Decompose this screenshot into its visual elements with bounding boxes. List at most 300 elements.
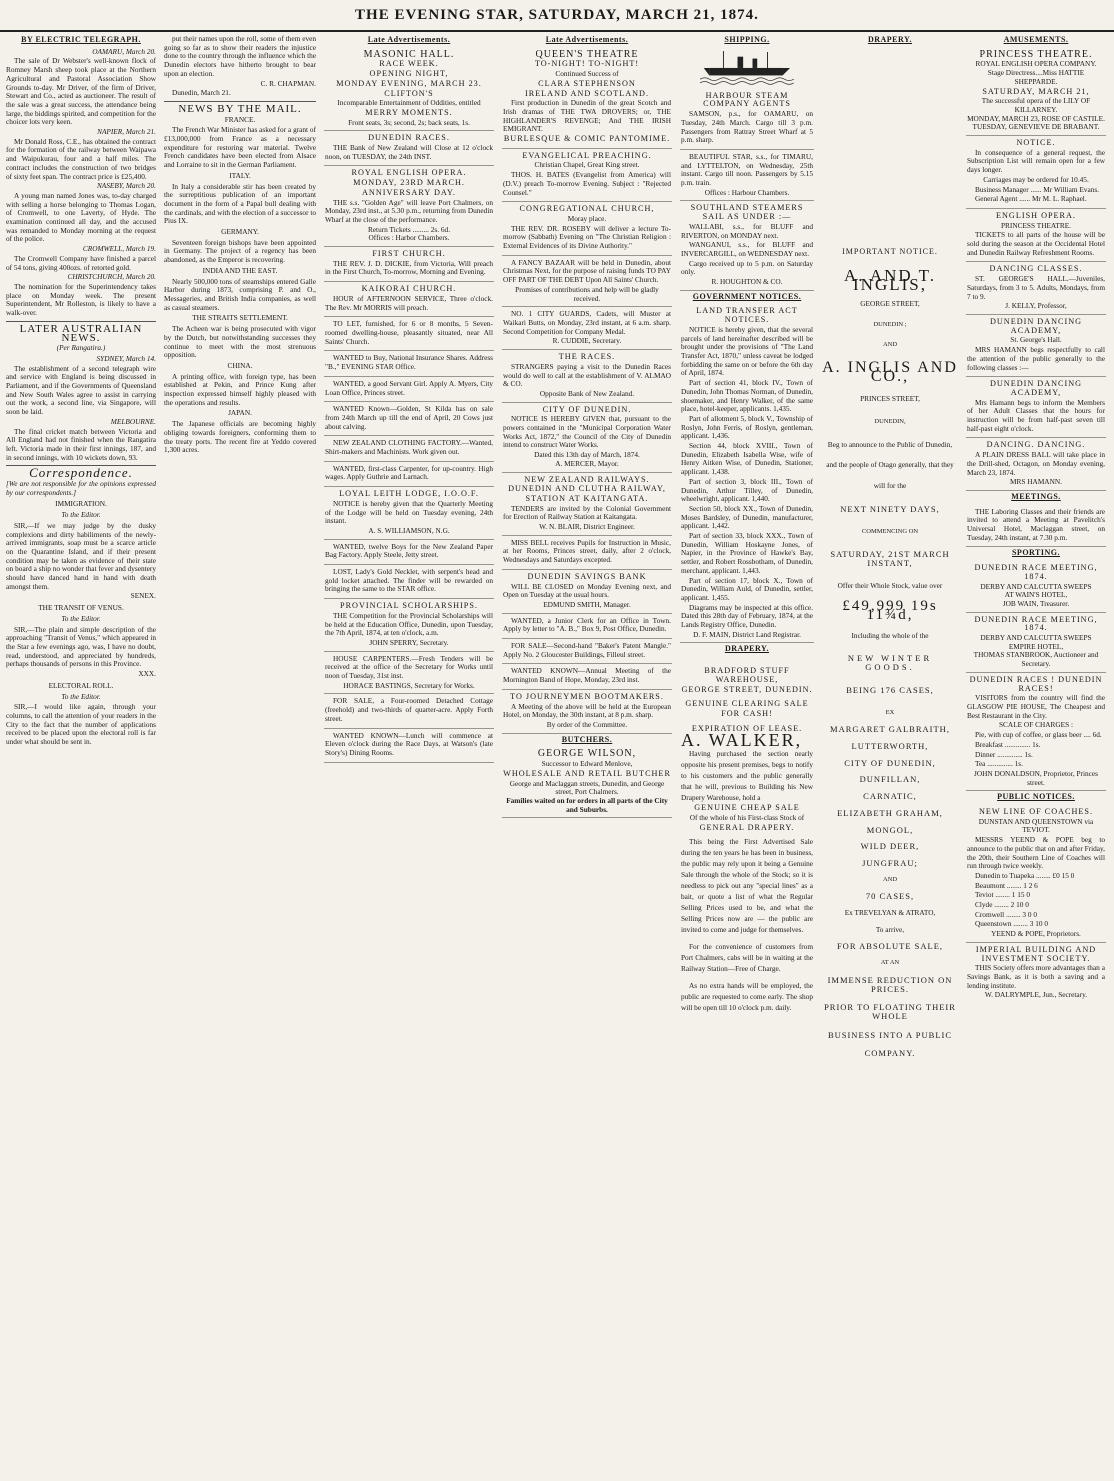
column-3 xyxy=(324,34,494,1474)
ad-body: For the convenience of customers from Port Chalmers, cabs will be in waiting at the Railway Station—Free of Charge. xyxy=(681,942,813,974)
ad-signature: A. MERCER, Mayor. xyxy=(555,458,619,468)
ad-body: WILL BE CLOSED on Monday Evening next, and Open on Tuesday at the usual hours. xyxy=(503,581,671,600)
ad-royal-english-opera xyxy=(324,166,494,247)
ad-body: TO LET, furnished, for 6 or 8 months, 5 Seven-roomed dwelling-house, pleasantly situated, near All Saints' Church. xyxy=(325,319,493,346)
ad-title: DUNEDIN RACES. xyxy=(368,133,450,143)
ad-princess-theatre xyxy=(966,48,1106,136)
ad-line: Cargo received up to 5 p.m. on Saturday only. xyxy=(681,258,813,277)
article-paragraph: The establishment of a second telegraph wire and service with England is being discussed in Parliament, and if the Governments of Queensland and New South Wales agree to assist in carrying out the work, a second line, via Singapore, will soon be laid. xyxy=(6,363,156,417)
column-7 xyxy=(966,34,1106,1474)
ad-city-guards xyxy=(502,307,672,350)
ad-line: Christian Chapel, Great King street. xyxy=(534,160,640,170)
ad-wanted-known-lunch xyxy=(324,729,494,763)
ad-line: and the people of Otago generally, that they xyxy=(826,460,954,470)
ad-line: WILD DEER, xyxy=(860,841,920,852)
ad-body: STRANGERS paying a visit to the Dunedin Races would do well to call at the establishment of V. ALMAO & CO. xyxy=(503,361,671,389)
section-heading: BY ELECTRIC TELEGRAPH. xyxy=(21,35,141,44)
ad-line: OPENING NIGHT, xyxy=(369,69,449,79)
fare-row: Queenstown ........ 3 10 0 xyxy=(975,919,1048,929)
ad-line: AT AN xyxy=(880,959,900,967)
ad-line: Front seats, 3s; second, 2s; back seats, 1s. xyxy=(348,117,470,127)
ad-signature: YEEND & POPE, Proprietors. xyxy=(991,929,1081,939)
ad-big-name: A. AND T. INGLIS, xyxy=(844,266,936,295)
ad-title: DANCING. DANCING. xyxy=(986,440,1086,450)
section-heading-public-notices: PUBLIC NOTICES. xyxy=(997,792,1075,802)
ad-title: NEW ZEALAND RAILWAYS. xyxy=(524,474,650,484)
ad-dancing-academy-1 xyxy=(966,315,1106,377)
ad-line: MONDAY, 23RD MARCH. xyxy=(353,178,465,188)
ad-signature: A. S. WILLIAMSON, N.G. xyxy=(368,525,450,535)
ad-line: NEW WINTER GOODS. xyxy=(847,653,933,673)
ad-line: EMPIRE HOTEL, xyxy=(1008,641,1064,651)
dateline: NASEBY, March 20. xyxy=(96,181,156,191)
ad-body: WANTED KNOWN—Annual Meeting of the Mornington Band of Hope, Monday, 23rd inst. xyxy=(503,666,671,685)
ad-line: Stage Directress....Miss HATTIE SHEPPARDE. xyxy=(987,68,1085,86)
ad-carpenter xyxy=(324,462,494,487)
ad-wanted-known-cows xyxy=(324,402,494,436)
ad-title: DUNEDIN DANCING ACADEMY, xyxy=(989,379,1083,397)
ad-signature: THOMAS STANBROOK, Auctioneer and Secretary. xyxy=(973,650,1099,669)
ad-body: NEW ZEALAND CLOTHING FACTORY.—Wanted, Shirt-makers and Machinists. Work given out. xyxy=(325,438,493,457)
ad-line: MONGOL, xyxy=(866,824,914,835)
ad-line: DUNEDIN AND CLUTHA RAILWAY, xyxy=(508,484,666,494)
ad-signature: R. CUDDIE, Secretary. xyxy=(552,336,622,346)
ad-line: PRINCESS THEATRE. xyxy=(1000,220,1071,230)
ad-body: VISITORS from the country will find the GLASGOW PIE HOUSE, The Cheapest and Best Restaurant in the City. xyxy=(967,693,1105,720)
ad-dancing-academy-2 xyxy=(966,377,1106,438)
ad-body: A FANCY BAZAAR will be held in Dunedin, about Christmas Next, for the purpose of raising funds TO PAY OFF PART OF THE DEBT Upon All Saints' Church. xyxy=(503,257,671,285)
ad-the-races xyxy=(502,350,672,403)
ad-body: THE s.s. "Golden Age" will leave Port Chalmers, on Monday, 23rd inst., at 5.30 p.m., returning from Dunedin Wharf at the close of the performance. xyxy=(325,197,493,224)
ad-line: George and Maclaggan streets, Dunedin, and George street, Port Chalmers. xyxy=(509,778,665,797)
article-paragraph: Seventeen foreign bishops have been appointed in Germany. The project of a regency has been abandoned, as the Emperor is recovering. xyxy=(164,237,316,265)
ad-band-of-hope xyxy=(502,664,672,689)
ad-title: DUNEDIN SAVINGS BANK xyxy=(527,571,647,581)
ad-line: COMMENCING ON xyxy=(861,527,919,535)
ad-signature: HORACE BASTINGS, Secretary for Works. xyxy=(343,680,475,690)
article-paragraph: Mr Donald Ross, C.E., has obtained the contract for the formation of the railway between Waipawa and Waipukurau, four and a half miles. The contract includes the construction of two bridges of sixty feet span. The contract price is £25,400. xyxy=(6,136,156,181)
dateline: CHRISTCHURCH, March 20. xyxy=(67,272,156,282)
ad-line: BUSINESS INTO A PUBLIC xyxy=(827,1029,953,1040)
ad-title: DUNEDIN RACE MEETING, 1874. xyxy=(974,563,1098,581)
ad-title: DUNEDIN RACES ! DUNEDIN RACES! xyxy=(969,674,1103,693)
ad-paper-bag-factory xyxy=(324,540,494,565)
ad-queens-theatre xyxy=(502,48,672,149)
ad-body: FOR SALE, a Four-roomed Detached Cottage (freehold) and two-thirds of quarter-acre. Apply Forth street. xyxy=(325,696,493,723)
newspaper-page xyxy=(6,34,1108,1474)
ad-line: MONDAY, MARCH 23, ROSE OF CASTILE. xyxy=(967,113,1105,123)
ad-signature: EDMUND SMITH, Manager. xyxy=(543,599,631,609)
ad-body: WANTED Known—Golden, St Kilda has on sale from 24th March up till the end of April, 20 Cows just about calving. xyxy=(325,404,493,431)
ad-fancy-bazaar xyxy=(502,256,672,308)
signature: XXX. xyxy=(138,669,156,679)
ad-body: TICKETS to all parts of the house will be sold during the season at the Occidental Hotel and Dunedin Railway Refreshment Rooms. xyxy=(967,230,1105,257)
section-heading-butchers: BUTCHERS. xyxy=(561,734,613,744)
section-heading: LATER AUSTRALIAN NEWS. xyxy=(19,322,143,344)
ad-line: Offices : Harbour Chambers. xyxy=(704,187,790,197)
ad-body: WANTED, twelve Boys for the New Zealand Paper Bag Factory. Apply Steele, Jetty street. xyxy=(325,541,493,560)
letter-heading: THE TRANSIT OF VENUS. xyxy=(38,603,124,613)
ad-evangelical-preaching xyxy=(502,149,672,203)
ad-title: KAIKORAI CHURCH. xyxy=(361,284,457,294)
article-paragraph: The French War Minister has asked for a grant of £13,000,000 from France as a necessary expenditure for restoring war material. Twelve French candidates have been elected from Alsace and Lorraine to sit in the German Parliament. xyxy=(164,125,316,170)
ad-notice-subscription xyxy=(966,136,1106,209)
ad-line: IMMENSE REDUCTION ON PRICES. xyxy=(827,974,953,994)
ad-line: PRINCES STREET, xyxy=(860,394,920,404)
ad-line: FOR CASH! xyxy=(721,709,773,718)
ad-title: DANCING CLASSES. xyxy=(989,264,1083,274)
ad-race-meeting-2 xyxy=(966,613,1106,673)
ad-signature: R. HOUGHTON & CO. xyxy=(711,277,783,287)
letter-paragraph: SIR,—If we may judge by the dusky complexions and dirty habiliments of the newly-arrived immigrants, soap must be a scarce article on the Quarantine Island, and if their present condition may be taken as evidence of their state on board a ship no wonder that fever and dysentery should have danced hand in hand with death amongst them. xyxy=(6,520,156,591)
ad-line: Offices : Harbor Chambers. xyxy=(368,233,450,243)
ad-line: GENERAL DRAPERY. xyxy=(699,822,795,832)
ad-line: will for the xyxy=(873,481,907,491)
ad-line: Part of section 33, block XXX., Town of Dunedin, William Hoskayne Jones, of Napier, in the Province of Hawke's Bay, settler, and Robert Rossbotham, of Dunedin, merchant, applicant. 1,443. xyxy=(681,531,813,575)
fare-row: Dunedin to Tuapeka ........ £0 15 0 xyxy=(975,870,1075,880)
ad-body: THIS Society offers more advantages than a Savings Bank, as it is both a saving and a lending institute. xyxy=(967,963,1105,990)
ad-body: As no extra hands will be employed, the public are requested to come early. The shop will be open till 10 o'clock p.m. daily. xyxy=(681,981,813,1013)
ad-miss-bell xyxy=(502,536,672,570)
masthead xyxy=(0,0,1114,32)
ad-laboring-classes xyxy=(966,505,1106,548)
ad-signature: Opposite Bank of New Zealand. xyxy=(539,388,635,398)
ad-line: ROYAL ENGLISH OPERA COMPANY. xyxy=(975,59,1097,69)
subheading-italy: ITALY. xyxy=(229,170,251,180)
ad-line: AND xyxy=(882,875,898,883)
ad-kaikorai-church xyxy=(324,282,494,317)
ad-title: IMPERIAL BUILDING AND INVESTMENT SOCIETY. xyxy=(975,944,1097,963)
ad-line: MONDAY EVENING, MARCH 23. xyxy=(336,78,482,88)
ad-signature: By order of the Committee. xyxy=(546,720,628,729)
ad-clothing-factory xyxy=(324,436,494,461)
ad-title: MASONIC HALL. xyxy=(363,48,455,60)
ad-line: St. George's Hall. xyxy=(1010,335,1062,345)
editorial-note: [We are not responsible for the opinions expressed by our correspondents.] xyxy=(6,479,156,497)
ad-body: THE REV. DR. ROSEBY will deliver a lecture To-morrow (Sabbath) Evening on "The Christian Religion : External Evidences of its Divine Authority." xyxy=(503,223,671,251)
ad-line: SATURDAY, 21ST MARCH INSTANT, xyxy=(830,549,950,568)
ad-loyal-leith-lodge xyxy=(324,487,494,540)
letter-heading: IMMIGRATION. xyxy=(55,499,107,509)
ad-body: A PLAIN DRESS BALL will take place in the Drill-shed, Octagon, on Monday evening, March 23, 1874. xyxy=(967,450,1105,477)
ad-george-wilson xyxy=(502,747,672,818)
dateline: SYDNEY, March 14. xyxy=(96,353,156,363)
ad-imperial-building-society xyxy=(966,943,1106,1003)
ad-line: STATION AT KAITANGATA. xyxy=(525,493,649,503)
ad-big-name: A. INGLIS AND CO., xyxy=(822,358,958,385)
signature: SENEX. xyxy=(130,591,156,601)
ad-line: JUNGFRAU; xyxy=(862,857,918,868)
ad-body: THE REV. J. D. DICKIE, from Victoria, Will preach in the First Church, To-morrow, Morning and Evening. xyxy=(325,258,493,277)
ad-house-carpenters xyxy=(324,652,494,695)
section-heading: NEWS BY THE MAIL. xyxy=(178,102,302,115)
ad-signature: D. F. MAIN, District Land Registrar. xyxy=(693,629,801,639)
subheading-straits: THE STRAITS SETTLEMENT. xyxy=(192,313,288,323)
ad-line: IRELAND AND SCOTLAND. xyxy=(524,88,650,98)
ad-body: A Meeting of the above will be held at the European Hotel, on Monday, the 30th instant, at 8 p.m. sharp. xyxy=(503,701,671,720)
ad-line: To arrive, xyxy=(875,924,905,934)
ad-body: In consequence of a general request, the Subscription List will remain open for a few days longer. xyxy=(967,147,1105,175)
dateline: NAPIER, March 21. xyxy=(97,127,156,137)
section-heading: AMUSEMENTS. xyxy=(1003,35,1069,44)
ad-body: WANTED to Buy, National Insurance Shares. Address "B.," EVENING STAR Office. xyxy=(325,353,493,372)
ad-line: Ex TREVELYAN & ATRATO, xyxy=(844,908,936,918)
ad-for-sale-cottage xyxy=(324,694,494,728)
ad-line: Beg to announce to the Public of Dunedin, xyxy=(827,439,953,449)
article-paragraph: In Italy a considerable stir has been created by the surreptitious publication of an important document in the form of a Papal bull dealing with the cardinals, and with the election of a successor to Pius IX. xyxy=(164,181,316,226)
fare-row: Cromwell ........ 3 0 0 xyxy=(975,909,1038,919)
subheading: (Per Rangatira.) xyxy=(56,343,106,353)
ad-signature: JOHN DONALDSON, Proprietor, Princes street. xyxy=(974,768,1098,787)
ad-line: DUNSTAN AND QUEENSTOWN via TEVIOT. xyxy=(978,816,1094,835)
ad-line: EXPIRATION OF LEASE. xyxy=(691,723,803,733)
article-paragraph: The sale of Dr Webster's well-known flock of Romney Marsh sheep took place at the Northern Agricultural and Pastoral Association Show Grounds to-day. Mr Driver, of the firm of Driver, Stewart and Co., acted as auctioneer. The result of the sale was a great success, the attendance being large, the biddings spirited, and competition for the choicer lots very keen. xyxy=(6,56,156,127)
section-heading: Late Advertisements. xyxy=(545,35,629,44)
ad-body: NOTICE is hereby given, that the several parcels of land hereinafter described will be brought under the provisions of "The Land Transfer Act, 1870," unless caveat be lodged forbidding the same on or before the 6th day of April, 1874. xyxy=(681,324,813,378)
ad-line: Section 44, block XVIII., Town of Dunedin, Elizabeth Isabella Wise, wife of Henry Aitken Wise, of Dunedin, Stationer, applicant. 1,438. xyxy=(681,441,813,477)
ad-savings-bank xyxy=(502,570,672,614)
ad-title: NOTICE. xyxy=(1016,138,1056,148)
ad-lost-necklet xyxy=(324,565,494,599)
ad-line: Promises of contributions and help will be gladly received. xyxy=(515,284,659,303)
signature: C. R. CHAPMAN. xyxy=(260,78,316,88)
ad-coaches xyxy=(966,805,1106,943)
ad-line: BEING 176 CASES, xyxy=(846,684,934,695)
ad-title: EVANGELICAL PREACHING. xyxy=(522,150,652,160)
ad-line: WALLABI, s.s., for BLUFF and RIVERTON, on MONDAY next. xyxy=(681,221,813,240)
subheading-japan: JAPAN. xyxy=(228,408,252,418)
ad-title: LOYAL LEITH LODGE, I.O.O.F. xyxy=(339,489,479,499)
ad-body: NO. 1 CITY GUARDS, Cadets, will Muster at Waikari Butts, on Monday, 23rd instant, at 6 a.m. sharp. Second Competition for Company Medal. xyxy=(503,309,671,336)
ad-line: CITY OF DUNEDIN, xyxy=(844,757,936,768)
ad-line: Part of allotment 5, block V., Township of Roslyn, John Ferris, of Roslyn, gentleman, applicant. 1,436. xyxy=(681,413,813,441)
ad-title: ENGLISH OPERA. xyxy=(996,210,1076,220)
ad-body: ST. GEORGE'S HALL.—Juveniles, Saturdays, from 3 to 5. Adults, Mondays, from 7 to 9. xyxy=(967,274,1105,301)
ad-line: Pie, with cup of coffee, or glass beer .... 6d. xyxy=(975,730,1102,740)
article-paragraph: The nomination for the Superintendency takes place on Monday week. The present Superintendent, Mr Rolleston, is likely to have a walk-over. xyxy=(6,281,156,318)
section-heading-meetings: MEETINGS. xyxy=(1011,491,1061,501)
ad-line: Moray place. xyxy=(567,213,607,223)
letter-heading: ELECTORAL ROLL. xyxy=(48,680,114,690)
ad-body: First production in Dunedin of the great Scotch and Irish dramas of THE TWA DROVERS; or, THE HIGHLANDER'S REVENGE; And THE IRISH EMIGRANT. xyxy=(503,98,671,134)
ad-masonic-hall xyxy=(324,48,494,132)
ad-line: EX xyxy=(885,708,895,716)
ad-line: COMPANY. xyxy=(864,1048,916,1059)
ad-line: Continued Success of xyxy=(555,69,619,79)
ad-body: MRS HAMANN begs respectfully to call the attention of the public generally to the following classes :— xyxy=(967,345,1105,372)
subheading-india: INDIA AND THE EAST. xyxy=(202,265,278,275)
ad-line: Including the whole of the xyxy=(851,630,929,640)
section-heading-sporting: SPORTING. xyxy=(1011,548,1060,558)
dateline: CROMWELL, March 19. xyxy=(82,244,156,254)
ad-body: This being the First Advertised Sale during the ten years he has been in business, the public may rely upon it being a Genuine Sale through the whole of the Stock; so it is needless to pick out any "special lines" as a bait, or quote a list of what the Regular Selling Prices used to be, and what the Selling Prices now are — the public are invited to come and judge for themselves. xyxy=(681,837,813,935)
article-paragraph: put their names upon the roll, some of them even going so far as to show their readers the injustice done to the country through the influence which the Dunedin electors have hitherto brought to bear upon an election. xyxy=(164,34,316,78)
ad-line: Successor to Edward Menlove, xyxy=(541,759,633,769)
column-5 xyxy=(680,34,814,1474)
ad-body: MISS BELL receives Pupils for Instruction in Music, at her Rooms, Princes street, daily, after 2 o'clock, Wednesdays and Saturdays excepted. xyxy=(503,537,671,565)
ad-congregational-church xyxy=(502,202,672,256)
ad-body: Mrs Hamann begs to inform the Members of her Adult Classes that the hours for instruction will be from half-past seven till half-past eight o'clock. xyxy=(967,397,1105,433)
ad-line: Diagrams may be inspected at this office. Dated this 28th day of February, 1874, at the Lands Registry Office, Dunedin. xyxy=(681,602,813,630)
ad-title: NEW LINE OF COACHES. xyxy=(978,807,1093,817)
ad-title: PROVINCIAL SCHOLARSHIPS. xyxy=(340,601,478,611)
ad-body: THE Competition for the Provincial Scholarships will be held at the Education Office, Dunedin, upon Tuesday, the 7th April, 1874, at ten o'clock, a.m. xyxy=(325,610,493,638)
ad-line: MARGARET GALBRAITH, xyxy=(830,724,950,735)
ad-english-opera xyxy=(966,209,1106,263)
ad-line: AT WAIN'S HOTEL, xyxy=(1004,590,1068,600)
ad-bradford-warehouse xyxy=(680,657,814,1017)
column-6 xyxy=(822,34,958,1474)
ad-title: CITY OF DUNEDIN. xyxy=(542,404,632,414)
ad-line: ANNIVERSARY DAY. xyxy=(362,187,456,197)
ad-title: QUEEN'S THEATRE xyxy=(535,48,639,60)
ad-body: MESSRS YEEND & POPE beg to announce to the public that on and after Friday, the 20th, their Southern Line of Coaches will run through twice weekly. xyxy=(967,835,1105,871)
ad-line: DERBY AND CALCUTTA SWEEPS xyxy=(980,581,1092,591)
ad-line: Incomparable Entertainment of Oddities, entitled xyxy=(337,98,481,108)
section-heading: SHIPPING. xyxy=(724,35,770,44)
ad-line: Carriages may be ordered for 10.45. xyxy=(983,174,1089,184)
ad-body: LOST, Lady's Gold Necklet, with serpent's head and gold locket attached. The finder will be rewarded on bringing the same to the STAR office. xyxy=(325,567,493,594)
ad-line: Dinner .............. 1s. xyxy=(975,749,1033,759)
ad-title: SOUTHLAND STEAMERS SAIL AS UNDER :— xyxy=(690,203,804,222)
ad-body: NOTICE IS HEREBY GIVEN that, pursuant to the powers contained in the "Municipal Corporation Water Works Act, 1872," the Council of the City of Dunedin intend to construct Water Works. xyxy=(503,414,671,450)
ad-dancing-ball xyxy=(966,438,1106,491)
dateline: OAMARU, March 20. xyxy=(92,46,156,56)
ad-land-transfer xyxy=(680,304,814,643)
article-paragraph: The Acheen war is being prosecuted with vigor by the Dutch, but notwithstanding successes they continue to meet with the most strenuous opposition. xyxy=(164,324,316,360)
ad-line: ELIZABETH GRAHAM, xyxy=(837,807,943,818)
ad-line: GENUINE CLEARING SALE xyxy=(685,699,809,709)
ad-body: NOTICE is hereby given that the Quarterly Meeting of the Lodge will be held on Tuesday evening, 24th instant. xyxy=(325,498,493,526)
ad-line: The successful opera of the LILY OF KILLARNEY. xyxy=(981,96,1091,114)
ad-junior-clerk xyxy=(502,614,672,639)
fare-row: Teviot ........ 1 15 0 xyxy=(975,890,1031,900)
ad-line: DERBY AND CALCUTTA SWEEPS xyxy=(980,633,1092,643)
ad-line: TO-NIGHT! TO-NIGHT! xyxy=(534,59,640,69)
ad-dancing-classes xyxy=(966,262,1106,315)
section-heading: Correspondence. xyxy=(29,465,133,481)
ad-bootmakers xyxy=(502,690,672,734)
ad-first-church xyxy=(324,247,494,282)
ad-line: WHOLESALE AND RETAIL BUTCHER xyxy=(503,768,671,778)
section-heading: DRAPERY. xyxy=(867,35,913,44)
ad-line: Part of section 17, block X., Town of Dunedin, William Auld, of Dunedin, settler, applicant. 1,455. xyxy=(681,575,813,602)
ad-race-meeting-1 xyxy=(966,561,1106,613)
fare-row: Beaumont ........ 1 2 6 xyxy=(975,880,1038,890)
ad-nz-railways xyxy=(502,473,672,536)
dateline: MELBOURNE. xyxy=(110,416,156,426)
ad-line: Families waited on for orders in all parts of the City and Suburbs. xyxy=(506,795,668,814)
ad-line: Breakfast .............. 1s. xyxy=(975,739,1041,749)
subheading-china: CHINA. xyxy=(227,360,253,370)
article-paragraph: A printing office, with foreign type, has been established at Pekin, and Prince Kung after inspection expressed himself highly pleased with the operations and results. xyxy=(164,371,316,407)
ad-city-of-dunedin xyxy=(502,403,672,473)
ad-wanted-servant xyxy=(324,377,494,402)
ad-line: TUESDAY, GENEVIEVE DE BRABANT. xyxy=(972,122,1100,132)
ad-body: WANTED, first-class Carpenter, for up-country. High wages. Apply Guthrie and Larnach. xyxy=(325,463,493,482)
ad-title: PRINCESS THEATRE. xyxy=(979,48,1093,60)
ad-body: Having purchased the section nearly opposite his present premises, begs to notify to his customers and the public generally that he will, previous to Building his New Drapery Warehouse, hold a xyxy=(681,749,813,803)
place-line: Dunedin, March 21. xyxy=(172,88,231,98)
ad-big-name: £49,999 19s 11¾d, xyxy=(842,598,938,624)
ad-big-name: A. WALKER, xyxy=(681,730,803,751)
ad-body: HOUR of AFTERNOON SERVICE, Three o'clock. The Rev. Mr MORRIS will preach. xyxy=(325,293,493,312)
ad-line: MERRY MOMENTS. xyxy=(365,107,453,117)
ad-dunedin-races xyxy=(324,131,494,166)
ad-line: CARNATIC, xyxy=(863,791,917,802)
ad-body: SAMSON, p.s., for OAMARU, on Tuesday, 24th March. Cargo till 3 p.m. Passengers from Rattray Street Wharf at 5 p.m. sharp. xyxy=(681,109,813,145)
ad-line: DUNEDIN, xyxy=(874,418,906,426)
ad-signature: W. DALRYMPLE, Jun., Secretary. xyxy=(984,990,1088,1000)
fare-row: Clyde ........ 2 10 0 xyxy=(975,900,1029,910)
article-paragraph: A young man named Jones was, to-day charged with selling a horse belonging to Thomas Logan, of Cromwell, to one Laverty, of Hyde. The examination continued all day, and the accused was remanded to Monday morning at the request of the police. xyxy=(6,190,156,244)
masthead-title: THE EVENING STAR, SATURDAY, MARCH 21, 1874. xyxy=(355,7,759,23)
ad-line: BURLESQUE & COMIC PANTOMIME. xyxy=(503,134,671,144)
article-paragraph: The final cricket match between Victoria and All England had not finished when the Rangatira left. Victoria made in their first innings, 187, and in second innings, with 10 wickets down, 93. xyxy=(6,426,156,462)
subheading-france: FRANCE. xyxy=(224,114,256,124)
ad-signature: J. KELLY, Professor, xyxy=(1005,301,1067,311)
article-paragraph: The Japanese officials are becoming highly obliging towards foreigners, conforming them to the treaty ports. The recent fire at Yeddo covered 1,300 acres. xyxy=(164,419,316,455)
ad-body: THE Bank of New Zealand will Close at 12 o'clock noon, on TUESDAY, the 24th INST. xyxy=(325,143,493,161)
ad-line: General Agent ...... Mr M. L. Raphael. xyxy=(975,194,1087,204)
ad-southland-steamers xyxy=(680,201,814,290)
ad-signature: W. N. BLAIR, District Engineer. xyxy=(539,522,635,532)
ad-signature: JOB WAIN, Treasurer. xyxy=(1002,598,1070,608)
ad-title: CONGREGATIONAL CHURCH, xyxy=(519,204,655,214)
ad-title: LAND TRANSFER ACT NOTICES. xyxy=(696,306,798,325)
column-1 xyxy=(6,34,156,1474)
ad-title: DUNEDIN DANCING ACADEMY, xyxy=(989,316,1083,335)
subheading: To the Editor. xyxy=(61,510,101,520)
ad-line: FOR ABSOLUTE SALE, xyxy=(836,941,944,952)
subheading: To the Editor. xyxy=(61,613,101,623)
section-heading-drapery: DRAPERY. xyxy=(724,644,770,654)
ad-line: BRADFORD STUFF WAREHOUSE, xyxy=(704,666,790,684)
ad-title: TO JOURNEYMEN BOOTMAKERS. xyxy=(510,691,664,701)
ad-body: WANTED, a good Servant Girl. Apply A. Myers, City Loan Office, Princes street. xyxy=(325,378,493,397)
ad-body: WANTED, a Junior Clerk for an Office in Town. Apply by letter to "A. B.," Box 9, Post Office, Dunedin. xyxy=(503,615,671,634)
letter-paragraph: SIR,—The plain and simple description of the approaching "Transit of Venus," which appeared in the Star a few evenings ago, was, I have no doubt, read, understood, and appreciated by hundreds, perhaps thousands of persons in this Province. xyxy=(6,624,156,669)
ad-line: GEORGE STREET, xyxy=(860,298,920,308)
ad-line: Dated this 13th day of March, 1874. xyxy=(534,450,640,460)
subheading: To the Editor. xyxy=(61,691,101,701)
ad-line: Section 50, block XX., Town of Dunedin, Moses Bardsley, of Dunedin, manufacturer, applicant. 1,442. xyxy=(681,503,813,531)
section-heading: Late Advertisements. xyxy=(367,35,451,44)
ad-line: PRIOR TO FLOATING THEIR WHOLE xyxy=(824,1002,956,1021)
ad-line: SATURDAY, MARCH 21, xyxy=(982,86,1090,96)
ad-body: THE Laboring Classes and their friends are invited to attend a Meeting at Pavelitch's Universal Hotel, Maclaggan street, on Tuesday, 24th instant, at 7.30 p.m. xyxy=(967,506,1105,542)
column-2 xyxy=(164,34,316,1474)
ad-provincial-scholarships xyxy=(324,599,494,652)
steamship-icon xyxy=(700,48,794,86)
ad-line: Tea .............. 1s. xyxy=(975,759,1023,769)
ad-signature: MRS HAMANN. xyxy=(1010,477,1062,487)
ad-mangle-for-sale xyxy=(502,639,672,664)
ad-title: FIRST CHURCH. xyxy=(372,249,446,259)
ad-line: IMPORTANT NOTICE. xyxy=(842,246,938,256)
ad-signature: JOHN SPERRY, Secretary. xyxy=(369,637,449,647)
letter-paragraph: SIR,—I would like again, through your columns, to call the attention of your readers in the City to the fact that the number of applications received to be placed upon the electoral roll is far under what should be sent in. xyxy=(6,702,156,747)
ad-glasgow-pie-house xyxy=(966,673,1106,791)
article-paragraph: The Cromwell Company have finished a parcel of 54 tons, giving 400ozs. of retorted gold. xyxy=(6,253,156,272)
ad-line: RACE WEEK. xyxy=(379,59,439,69)
ad-line: AND xyxy=(882,341,898,349)
ad-title: DUNEDIN RACE MEETING, 1874. xyxy=(974,614,1098,633)
ad-line: NEXT NINETY DAYS, xyxy=(840,503,940,514)
ad-title: HARBOUR STEAM COMPANY AGENTS xyxy=(703,90,791,109)
ad-to-let xyxy=(324,317,494,351)
ad-title: ROYAL ENGLISH OPERA. xyxy=(351,168,467,178)
